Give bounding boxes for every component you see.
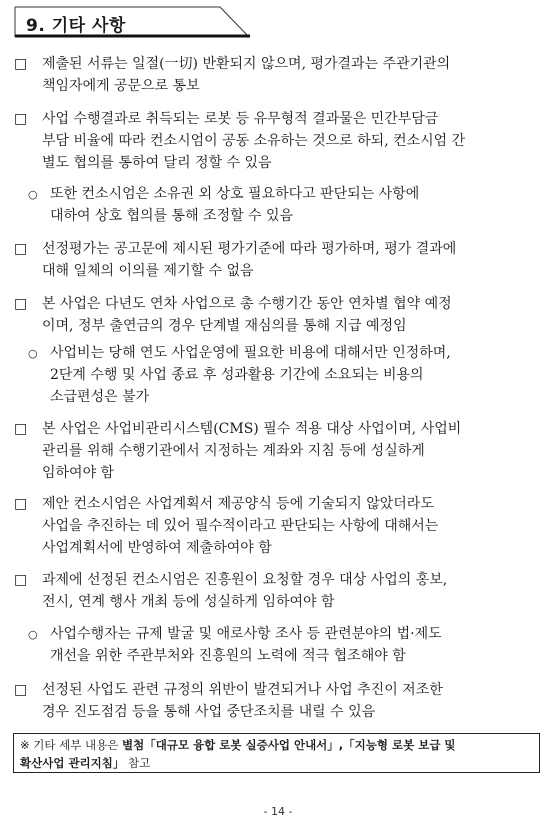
item-text: 선정된 사업도 관련 규정의 위반이 발견되거나 사업 추진이 저조한 경우 진도점검 등을 통해 사업 중단조치를 내릴 수 있음 <box>42 682 443 720</box>
list-item <box>14 342 544 408</box>
list-item <box>14 108 544 174</box>
item-text: 본 사업은 다년도 연차 사업으로 총 수행기간 동안 연차별 협약 예정 이며, 정부 출연금의 경우 단계별 재심의를 통해 지급 예정임 <box>42 296 452 334</box>
checkbox-bullet: □ <box>14 496 28 512</box>
item-text: 사업비는 당해 연도 사업운영에 필요한 비용에 대해서만 인정하며, 2단계 수행 및 사업 종료 후 성과활용 기간에 소요되는 비용의 소급편성은 불가 <box>50 345 451 405</box>
item-text: 제안 컨소시엄은 사업계획서 제공양식 등에 기술되지 않았더라도 사업을 추진하는 데 있어 필수적이라고 판단되는 사항에 대해서는 사업계획서에 반영하여 제출하여야 함 <box>42 496 439 556</box>
circle-bullet: ○ <box>28 347 38 360</box>
list-item <box>14 493 544 559</box>
list-item <box>14 623 544 667</box>
note-prefix: ※ 기타 세부 내용은 <box>20 738 123 752</box>
item-text: 선정평가는 공고문에 제시된 평가기준에 따라 평가하며, 평가 결과에 대해 일체의 이의를 제기할 수 없음 <box>42 241 457 279</box>
item-text: 과제에 선정된 컨소시엄은 진흥원이 요청할 경우 대상 사업의 홍보, 전시, 연계 행사 개최 등에 성실하게 임하여야 함 <box>42 572 448 610</box>
reference-note-box <box>13 733 540 773</box>
checkbox-bullet: □ <box>14 682 28 698</box>
section-title: 9. 기타 사항 <box>26 16 126 36</box>
item-text: 본 사업은 사업비관리시스템(CMS) 필수 적용 대상 사업이며, 사업비 관리를 위해 수행기관에서 지정하는 계좌와 지침 등에 성실하게 임하여야 함 <box>42 421 462 481</box>
item-text: 제출된 서류는 일절(一切) 반환되지 않으며, 평가결과는 주관기관의 책임자에게 공문으로 통보 <box>42 56 451 94</box>
list-item <box>14 183 544 227</box>
item-text: 사업 수행결과로 취득되는 로봇 등 유무형적 결과물은 민간부담금 부담 비율에 따라 컨소시엄이 공동 소유하는 것으로 하되, 컨소시엄 간 별도 협의를 통하여 달리 정할 수 있음 <box>42 111 466 171</box>
item-text: 사업수행자는 규제 발굴 및 애로사항 조사 등 관련분야의 법·제도 개선을 위한 주관부처와 진흥원의 노력에 적극 협조해야 함 <box>50 626 442 664</box>
note-suffix: 참고 <box>124 756 151 770</box>
note-guideline-title: 확산사업 관리지침」 <box>20 756 125 770</box>
list-item <box>14 569 544 613</box>
list-item <box>14 238 544 282</box>
circle-bullet: ○ <box>28 188 38 201</box>
note-attachment-title: 별첨「대규모 융합 로봇 실증사업 안내서」,「지능형 로봇 보급 및 <box>122 738 456 752</box>
checkbox-bullet: □ <box>14 572 28 588</box>
checkbox-bullet: □ <box>14 56 28 72</box>
checkbox-bullet: □ <box>14 241 28 257</box>
checkbox-bullet: □ <box>14 421 28 437</box>
list-item <box>14 679 544 723</box>
item-text: 또한 컨소시엄은 소유권 외 상호 필요하다고 판단되는 사항에 대하여 상호 협의를 통해 조정할 수 있음 <box>50 186 420 224</box>
circle-bullet: ○ <box>28 628 38 641</box>
checkbox-bullet: □ <box>14 296 28 312</box>
checkbox-bullet: □ <box>14 111 28 127</box>
page-number: - 14 - <box>263 805 293 818</box>
section-heading <box>14 6 250 38</box>
list-item <box>14 53 544 97</box>
list-item <box>14 418 544 484</box>
list-item <box>14 293 544 337</box>
